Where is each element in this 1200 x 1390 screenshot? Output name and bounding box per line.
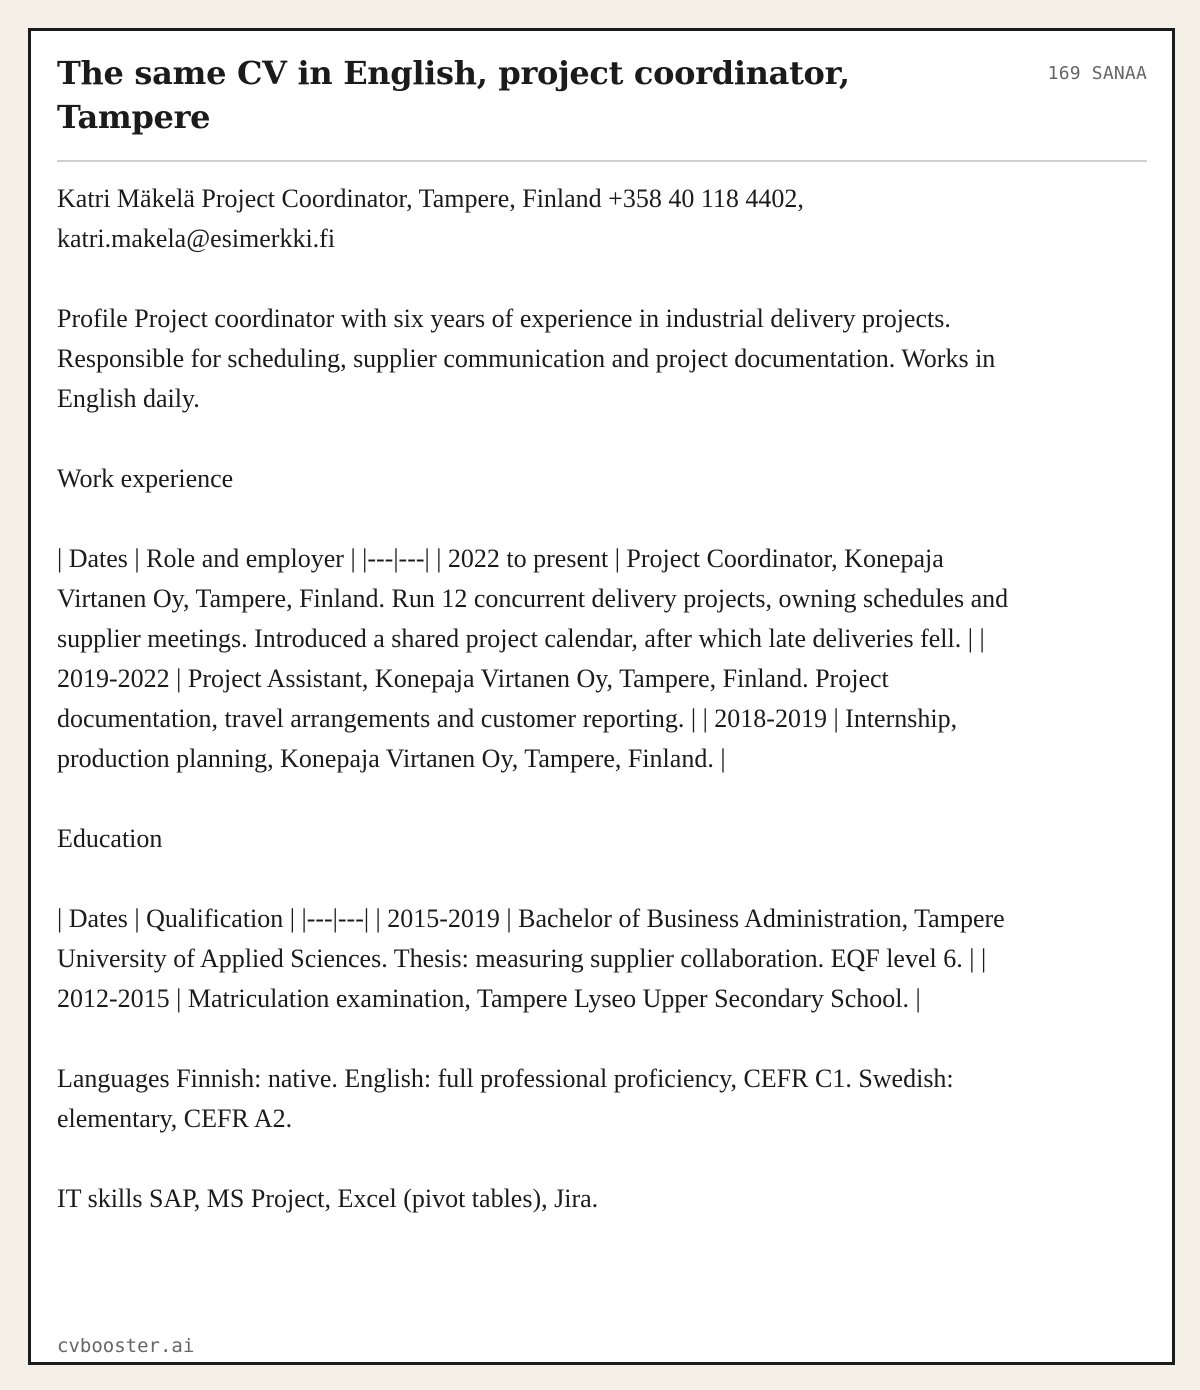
education-heading: Education [57, 824, 163, 853]
languages-paragraph: Languages Finnish: native. English: full professional proficiency, CEFR C1. Swedish: elementary, CEFR A2. [57, 1064, 954, 1133]
word-count-label: 169 SANAA [1047, 63, 1147, 84]
cv-body [57, 179, 1017, 1259]
profile-paragraph: Profile Project coordinator with six years of experience in industrial delivery projects. Responsible for scheduling, supplier communication and project documentation. Works in English daily. [57, 304, 996, 413]
work-experience-heading: Work experience [57, 464, 234, 493]
work-experience-table: | Dates | Role and employer | |---|---| | 2022 to present | Project Coordinator, Konepaja Virtanen Oy, Tampere, Finland. Run 12 concurrent delivery projects, owning schedules and supplier meetings. Introduced a shared project calendar, after which late deliveries fell. | | 2019-2022 | Project Assistant, Konepaja Virtanen Oy, Tampere, Finland. Project documentation, travel arrangements and customer reporting. | | 2018-2019 | Internship, production planning, Konepaja Virtanen Oy, Tampere, Finland. | [57, 544, 1009, 773]
footer-brand: cvbooster.ai [57, 1335, 195, 1357]
cv-card [28, 28, 1175, 1365]
contact-paragraph: Katri Mäkelä Project Coordinator, Tampere, Finland +358 40 118 4402, katri.makela@esimerkki.fi [57, 184, 804, 253]
cv-title: The same CV in English, project coordinator, Tampere [57, 54, 850, 136]
education-table: | Dates | Qualification | |---|---| | 2015-2019 | Bachelor of Business Administration, Tampere University of Applied Sciences. Thesis: measuring supplier collaboration. EQF level 6. | | 2012-2015 | Matriculation examination, Tampere Lyseo Upper Secondary School. | [57, 904, 1005, 1013]
title-divider [57, 160, 1147, 162]
it-skills-paragraph: IT skills SAP, MS Project, Excel (pivot tables), Jira. [57, 1184, 599, 1213]
